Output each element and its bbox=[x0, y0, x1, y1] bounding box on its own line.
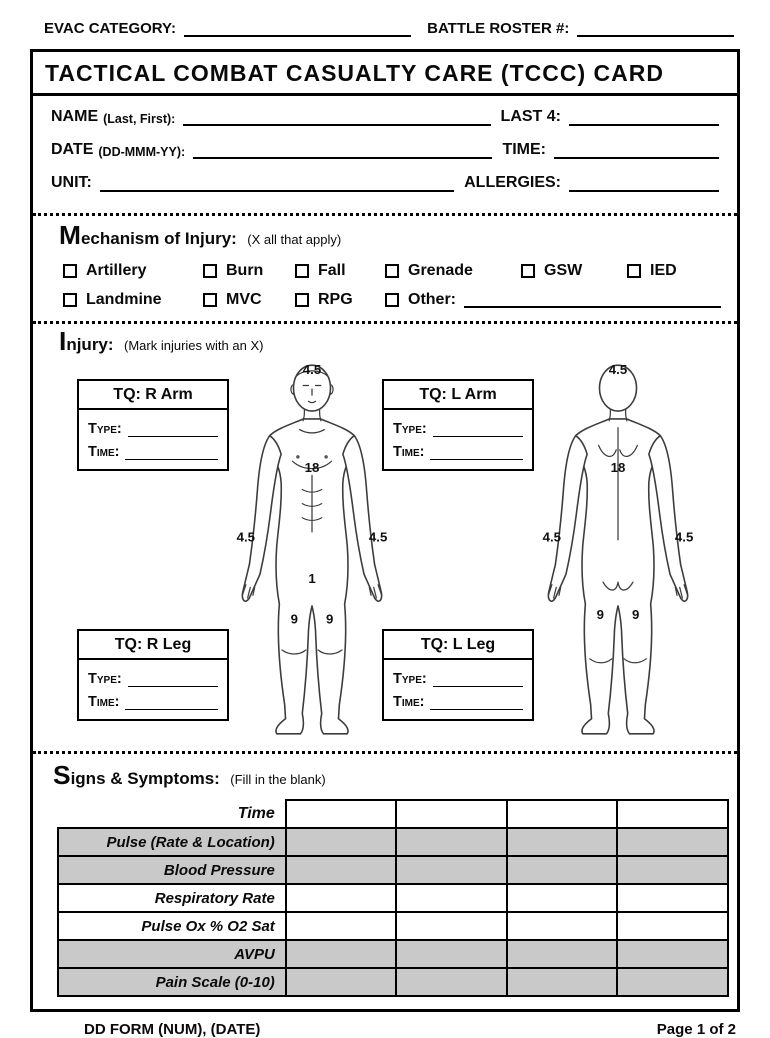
tq-r-leg-time-field[interactable] bbox=[125, 696, 218, 710]
burn-pct-front-head: 4.5 bbox=[302, 361, 322, 377]
rpg-label: RPG bbox=[318, 291, 353, 308]
date-hint: (DD-MMM-YY): bbox=[98, 145, 186, 159]
allergies-label: ALLERGIES: bbox=[464, 174, 561, 191]
mechanism-option-fall bbox=[295, 262, 385, 280]
tq-r-arm-type-field[interactable] bbox=[128, 423, 218, 437]
tq-r-arm-title: TQ: R Arm bbox=[79, 381, 227, 410]
tq-l-arm-type-field[interactable] bbox=[433, 423, 523, 437]
tq-r-leg-type-field[interactable] bbox=[128, 673, 218, 687]
page-number: Page 1 of 2 bbox=[656, 1021, 736, 1038]
row-label-pulse-ox: Pulse Ox % O2 Sat bbox=[58, 912, 286, 940]
mechanism-option-burn bbox=[203, 262, 295, 280]
injury-diagram-area bbox=[49, 357, 721, 751]
fall-checkbox[interactable] bbox=[295, 264, 309, 278]
pox-cell-1[interactable] bbox=[286, 912, 397, 940]
tq-l-arm-time-label: Time: bbox=[393, 444, 425, 460]
burn-checkbox[interactable] bbox=[203, 264, 217, 278]
last4-field[interactable] bbox=[569, 109, 719, 126]
burn-pct-back-right-leg: 9 bbox=[631, 607, 640, 623]
row-label-respiratory-rate: Respiratory Rate bbox=[58, 884, 286, 912]
table-row-pulse-ox bbox=[58, 912, 728, 940]
tq-l-arm-title: TQ: L Arm bbox=[384, 381, 532, 410]
mvc-checkbox[interactable] bbox=[203, 293, 217, 307]
burn-pct-front-left-leg: 9 bbox=[325, 611, 334, 627]
ied-label: IED bbox=[650, 262, 677, 279]
injury-hint: (Mark injuries with an X) bbox=[124, 338, 264, 353]
tq-r-arm-time-field[interactable] bbox=[125, 446, 218, 460]
mechanism-option-landmine bbox=[63, 291, 203, 309]
last4-label: LAST 4: bbox=[500, 108, 561, 125]
table-row-time bbox=[58, 800, 728, 828]
allergies-field[interactable] bbox=[569, 175, 719, 192]
burn-label: Burn bbox=[226, 262, 264, 279]
burn-pct-front-pelvis: 1 bbox=[308, 570, 316, 586]
bp-cell-3[interactable] bbox=[507, 856, 618, 884]
tq-box-l-leg bbox=[382, 629, 534, 721]
unit-row bbox=[51, 174, 719, 192]
rr-cell-1[interactable] bbox=[286, 884, 397, 912]
mechanism-option-gsw bbox=[521, 262, 627, 280]
ied-checkbox[interactable] bbox=[627, 264, 641, 278]
avpu-cell-1[interactable] bbox=[286, 940, 397, 968]
evac-category-label: EVAC CATEGORY: bbox=[44, 20, 176, 37]
time-label: TIME: bbox=[502, 141, 546, 158]
artillery-checkbox[interactable] bbox=[63, 264, 77, 278]
row-label-pain-scale: Pain Scale (0-10) bbox=[58, 968, 286, 996]
tq-box-r-arm bbox=[77, 379, 229, 471]
row-label-avpu: AVPU bbox=[58, 940, 286, 968]
injury-heading-row bbox=[49, 324, 721, 357]
gsw-label: GSW bbox=[544, 262, 583, 279]
tq-box-r-leg bbox=[77, 629, 229, 721]
mechanism-option-ied bbox=[627, 262, 677, 280]
pulse-cell-4[interactable] bbox=[617, 828, 728, 856]
grenade-label: Grenade bbox=[408, 262, 473, 279]
body-diagram-back[interactable] bbox=[527, 359, 709, 747]
tq-r-leg-time-label: Time: bbox=[88, 694, 120, 710]
fall-label: Fall bbox=[318, 262, 346, 279]
injury-section bbox=[33, 324, 737, 751]
table-row-blood-pressure bbox=[58, 856, 728, 884]
table-row-avpu bbox=[58, 940, 728, 968]
bp-cell-2[interactable] bbox=[396, 856, 507, 884]
mechanism-section bbox=[33, 216, 737, 321]
landmine-label: Landmine bbox=[86, 291, 162, 308]
row-label-blood-pressure: Blood Pressure bbox=[58, 856, 286, 884]
form-id: DD FORM (NUM), (DATE) bbox=[84, 1021, 261, 1038]
pulse-cell-1[interactable] bbox=[286, 828, 397, 856]
date-label: DATE bbox=[51, 141, 94, 158]
grenade-checkbox[interactable] bbox=[385, 264, 399, 278]
mechanism-option-other bbox=[385, 291, 721, 309]
tq-l-leg-time-field[interactable] bbox=[430, 696, 523, 710]
signs-symptoms-section bbox=[33, 754, 737, 1009]
tq-r-leg-title: TQ: R Leg bbox=[79, 631, 227, 660]
pain-cell-4[interactable] bbox=[617, 968, 728, 996]
time-cell-4[interactable] bbox=[617, 800, 728, 828]
burn-pct-front-left-arm: 4.5 bbox=[368, 529, 388, 545]
mechanism-row-1 bbox=[49, 262, 721, 280]
tq-r-arm-time-label: Time: bbox=[88, 444, 120, 460]
row-label-pulse: Pulse (Rate & Location) bbox=[58, 828, 286, 856]
date-field[interactable] bbox=[193, 142, 492, 159]
table-row-pain-scale bbox=[58, 968, 728, 996]
battle-roster-field[interactable] bbox=[577, 20, 734, 37]
name-label: NAME bbox=[51, 108, 99, 125]
mechanism-row-2 bbox=[49, 291, 721, 309]
mechanism-option-rpg bbox=[295, 291, 385, 309]
signs-heading: Signs & Symptoms: bbox=[53, 760, 220, 790]
pulse-cell-3[interactable] bbox=[507, 828, 618, 856]
avpu-cell-2[interactable] bbox=[396, 940, 507, 968]
tq-l-leg-type-label: Type: bbox=[393, 671, 427, 687]
card-title: TACTICAL COMBAT CASUALTY CARE (TCCC) CARD bbox=[33, 52, 737, 96]
burn-pct-front-right-arm: 4.5 bbox=[236, 529, 256, 545]
tccc-card bbox=[30, 49, 740, 1012]
burn-pct-back-head: 4.5 bbox=[608, 361, 628, 377]
tq-l-leg-type-field[interactable] bbox=[433, 673, 523, 687]
pox-cell-4[interactable] bbox=[617, 912, 728, 940]
landmine-checkbox[interactable] bbox=[63, 293, 77, 307]
mechanism-heading-row bbox=[49, 218, 721, 251]
bp-cell-1[interactable] bbox=[286, 856, 397, 884]
tq-box-l-arm bbox=[382, 379, 534, 471]
tq-l-arm-type-label: Type: bbox=[393, 421, 427, 437]
mechanism-option-grenade bbox=[385, 262, 521, 280]
rr-cell-3[interactable] bbox=[507, 884, 618, 912]
tq-r-arm-type-label: Type: bbox=[88, 421, 122, 437]
burn-pct-back-torso: 18 bbox=[610, 459, 626, 475]
gsw-checkbox[interactable] bbox=[521, 264, 535, 278]
unit-label: UNIT: bbox=[51, 174, 92, 191]
signs-hint: (Fill in the blank) bbox=[230, 772, 326, 787]
avpu-cell-3[interactable] bbox=[507, 940, 618, 968]
body-diagram-front[interactable] bbox=[221, 359, 403, 747]
mechanism-option-mvc bbox=[203, 291, 295, 309]
tq-l-leg-time-label: Time: bbox=[393, 694, 425, 710]
evac-category-field[interactable] bbox=[184, 20, 411, 37]
pain-cell-2[interactable] bbox=[396, 968, 507, 996]
top-bar bbox=[30, 14, 740, 49]
tq-l-arm-time-field[interactable] bbox=[430, 446, 523, 460]
rpg-checkbox[interactable] bbox=[295, 293, 309, 307]
burn-pct-front-chest: 18 bbox=[304, 459, 320, 475]
time-cell-1[interactable] bbox=[286, 800, 397, 828]
signs-symptoms-table bbox=[57, 799, 729, 997]
battle-roster-label: BATTLE ROSTER #: bbox=[427, 20, 570, 37]
other-label: Other: bbox=[408, 291, 456, 308]
pox-cell-3[interactable] bbox=[507, 912, 618, 940]
row-label-time: Time bbox=[237, 804, 275, 822]
time-cell-3[interactable] bbox=[507, 800, 618, 828]
burn-pct-front-right-leg: 9 bbox=[290, 611, 299, 627]
rr-cell-4[interactable] bbox=[617, 884, 728, 912]
pain-cell-3[interactable] bbox=[507, 968, 618, 996]
artillery-label: Artillery bbox=[86, 262, 147, 279]
injury-heading: Injury: bbox=[59, 326, 114, 356]
tq-r-leg-type-label: Type: bbox=[88, 671, 122, 687]
mvc-label: MVC bbox=[226, 291, 262, 308]
name-hint: (Last, First): bbox=[103, 112, 176, 126]
unit-field[interactable] bbox=[100, 175, 454, 192]
bp-cell-4[interactable] bbox=[617, 856, 728, 884]
burn-pct-back-left-arm: 4.5 bbox=[542, 529, 562, 545]
name-field[interactable] bbox=[183, 109, 490, 126]
name-row bbox=[51, 108, 719, 126]
burn-pct-back-right-arm: 4.5 bbox=[674, 529, 694, 545]
signs-heading-row bbox=[43, 758, 729, 791]
table-row-respiratory-rate bbox=[58, 884, 728, 912]
pulse-cell-2[interactable] bbox=[396, 828, 507, 856]
other-field[interactable] bbox=[464, 292, 721, 308]
date-row bbox=[51, 141, 719, 159]
tq-l-leg-title: TQ: L Leg bbox=[384, 631, 532, 660]
table-row-pulse bbox=[58, 828, 728, 856]
mechanism-heading: Mechanism of Injury: bbox=[59, 220, 237, 250]
avpu-cell-4[interactable] bbox=[617, 940, 728, 968]
footer bbox=[30, 1012, 740, 1038]
other-checkbox[interactable] bbox=[385, 293, 399, 307]
patient-info-section bbox=[33, 96, 737, 213]
mechanism-option-artillery bbox=[63, 262, 203, 280]
burn-pct-back-left-leg: 9 bbox=[596, 607, 605, 623]
time-cell-2[interactable] bbox=[396, 800, 507, 828]
rr-cell-2[interactable] bbox=[396, 884, 507, 912]
pain-cell-1[interactable] bbox=[286, 968, 397, 996]
pox-cell-2[interactable] bbox=[396, 912, 507, 940]
time-field[interactable] bbox=[554, 142, 719, 159]
mechanism-hint: (X all that apply) bbox=[247, 232, 342, 247]
